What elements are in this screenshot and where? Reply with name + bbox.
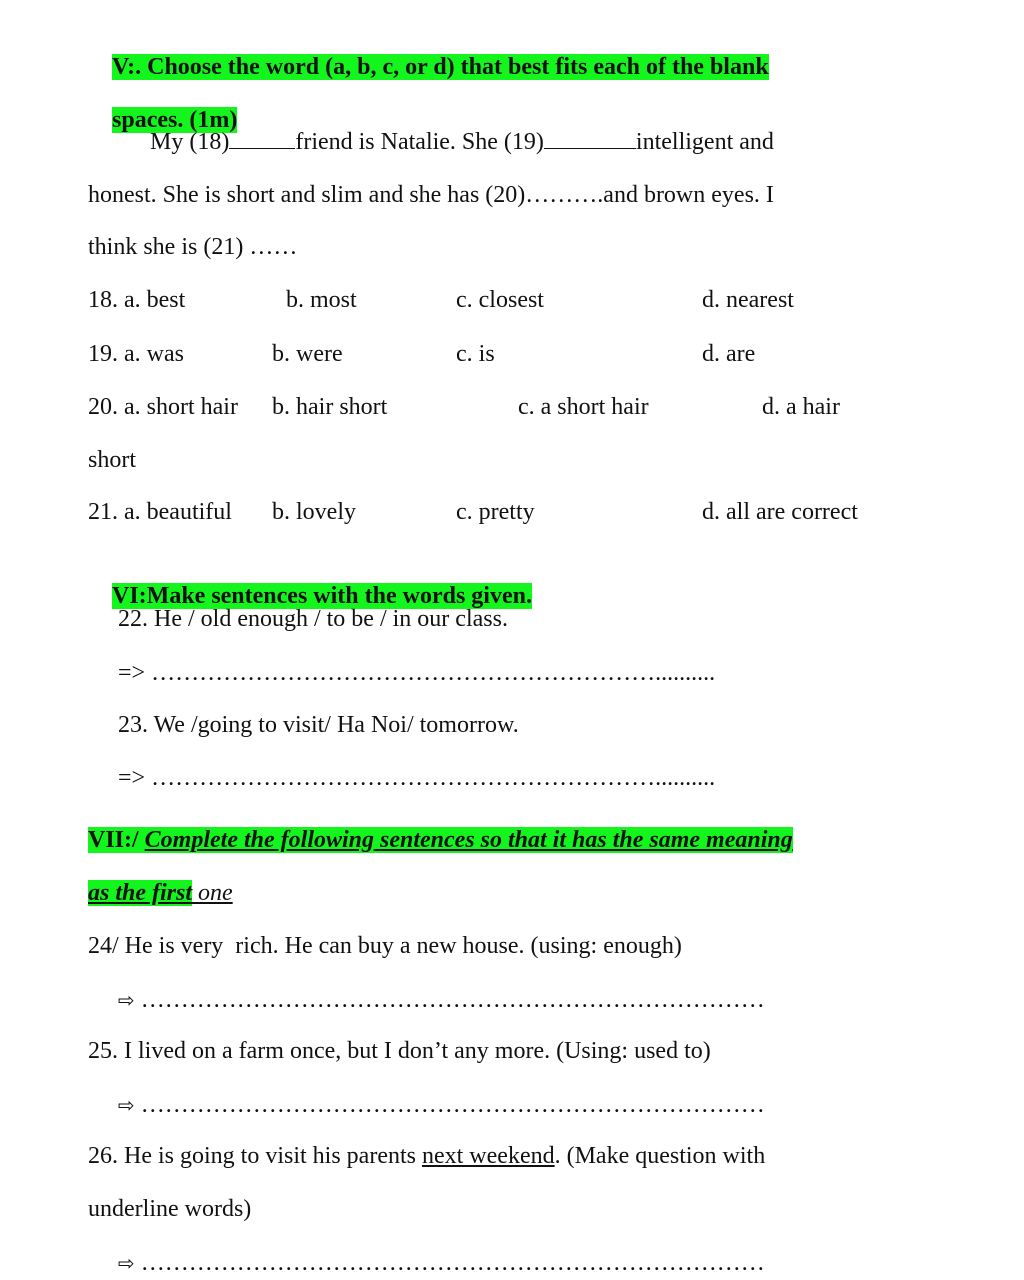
q26-prompt: 26. He is going to visit his parents next weekend. (Make question with: [88, 1143, 766, 1169]
passage-line-2: honest. She is short and slim and she has (20)……….and brown eyes. I: [88, 182, 774, 208]
q25-prompt: 25. I lived on a farm once, but I don’t any more. (Using: used to): [88, 1038, 711, 1064]
section-5-heading-line1: V:. Choose the word (a, b, c, or d) that best fits each of the blank: [112, 54, 769, 80]
q20-option-d: d. a hair: [762, 394, 840, 420]
q20-option-a: 20. a. short hair: [88, 394, 238, 420]
q19-option-c: c. is: [456, 341, 495, 367]
q18-option-b: b. most: [286, 287, 357, 313]
q20-option-d-wrap: short: [88, 447, 136, 473]
q20-option-b: b. hair short: [272, 394, 388, 420]
section-5-heading-line2: spaces. (1m): [112, 107, 238, 133]
arrow-icon: ⇨: [118, 1093, 135, 1117]
q18-option-a: 18. a. best: [88, 287, 186, 313]
q21-option-b: b. lovely: [272, 499, 356, 525]
q24-prompt: 24/ He is very rich. He can buy a new house. (using: enough): [88, 933, 682, 959]
q18-option-c: c. closest: [456, 287, 544, 313]
q18-option-d: d. nearest: [702, 287, 794, 313]
section-7-heading-line2: as the first one: [88, 880, 233, 906]
passage-line-3: think she is (21) ……: [88, 234, 298, 260]
passage-line-1: My (18) friend is Natalie. She (19) intelligent and: [150, 129, 774, 155]
arrow-icon: ⇨: [118, 988, 135, 1012]
q26-prompt-line2: underline words): [88, 1196, 252, 1222]
q21-option-d: d. all are correct: [702, 499, 858, 525]
q23-prompt: 23. We /going to visit/ Ha Noi/ tomorrow.: [118, 712, 519, 738]
blank-18: [229, 128, 295, 149]
q22-prompt: 22. He / old enough / to be / in our class.: [118, 606, 508, 632]
q19-option-d: d. are: [702, 341, 756, 367]
q24-answer-line[interactable]: ⇨ ……………………………………………………………………: [118, 987, 765, 1013]
q19-option-b: b. were: [272, 341, 343, 367]
blank-19: [544, 128, 636, 149]
q22-answer-line[interactable]: => ………………………………………………………..........: [118, 660, 716, 686]
q20-option-c: c. a short hair: [518, 394, 649, 420]
section-6-heading: VI:Make sentences with the words given.: [112, 583, 532, 609]
q25-answer-line[interactable]: ⇨ ……………………………………………………………………: [118, 1092, 765, 1118]
q21-option-c: c. pretty: [456, 499, 535, 525]
section-7-heading-line1: VII:/ Complete the following sentences so that it has the same meaning: [88, 827, 793, 853]
arrow-icon: ⇨: [118, 1251, 135, 1275]
q26-answer-line[interactable]: ⇨ ……………………………………………………………………: [118, 1250, 765, 1276]
q21-option-a: 21. a. beautiful: [88, 499, 232, 525]
q23-answer-line[interactable]: => ………………………………………………………..........: [118, 765, 716, 791]
q19-option-a: 19. a. was: [88, 341, 184, 367]
